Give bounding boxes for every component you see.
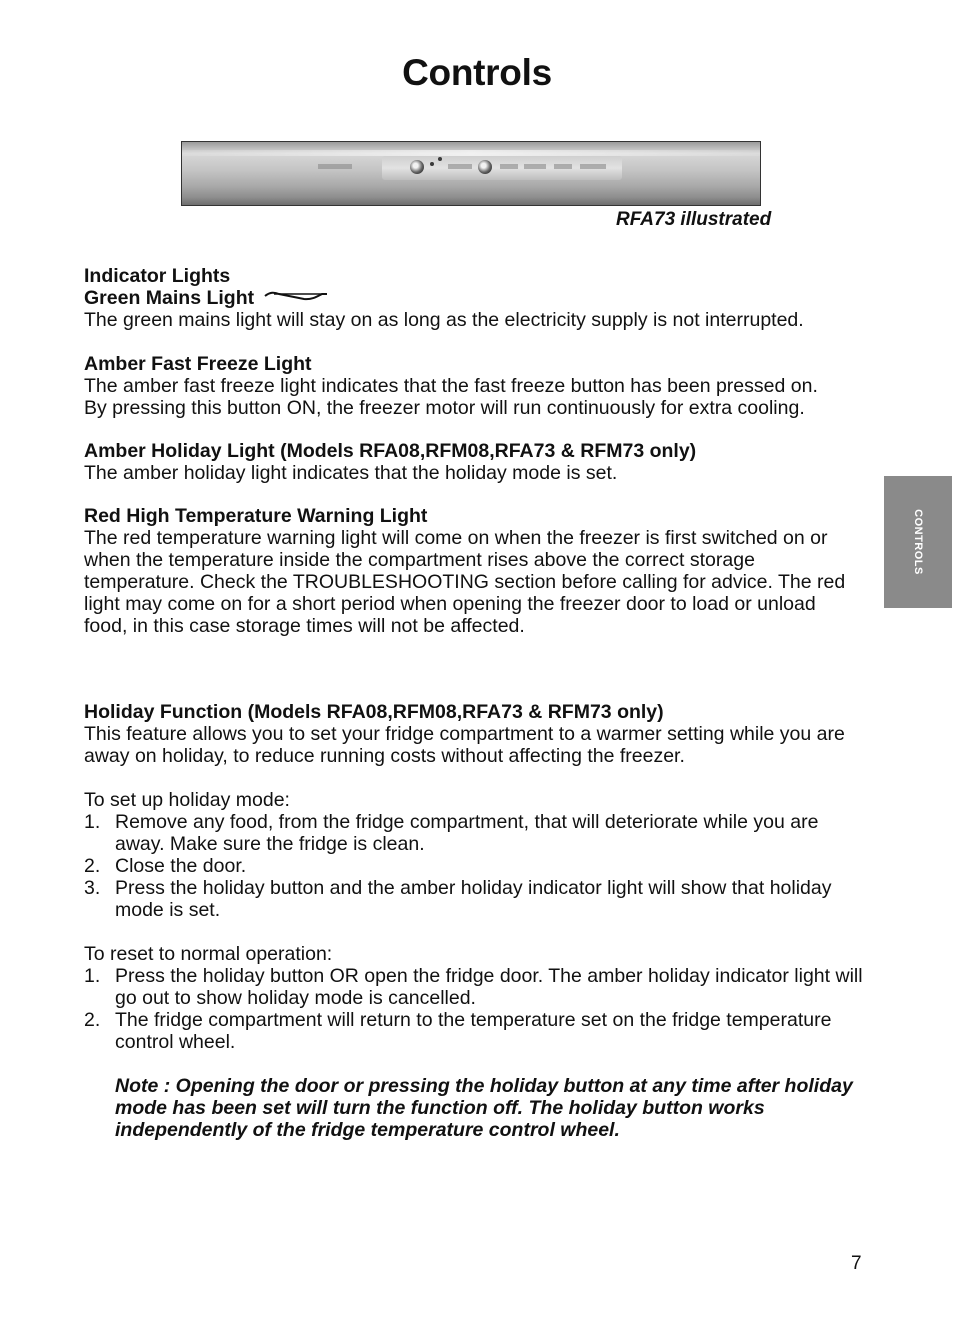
setup-label: To set up holiday mode: — [84, 789, 290, 811]
red-warning-section — [84, 505, 859, 637]
control-panel-image — [181, 141, 761, 206]
image-caption: RFA73 illustrated — [616, 209, 772, 230]
amber-fast-freeze-text-1: The amber fast freeze light indicates that the fast freeze button has been pressed on. — [84, 375, 818, 397]
list-item — [84, 855, 866, 877]
mains-wave-icon — [264, 285, 328, 307]
list-number: 3. — [84, 877, 101, 899]
amber-fast-freeze-text-2: By pressing this button ON, the freezer motor will run continuously for extra cooling. — [84, 397, 805, 419]
list-text: The fridge compartment will return to the temperature set on the fridge temperature control wheel. — [115, 1009, 832, 1053]
list-number: 1. — [84, 811, 101, 833]
panel-dial-icon — [478, 160, 492, 174]
setup-steps-list — [84, 811, 866, 921]
list-text: Press the holiday button and the amber holiday indicator light will show that holiday mode is set. — [115, 877, 832, 921]
panel-led-icon — [430, 162, 434, 166]
green-mains-label: Green Mains Light — [84, 287, 255, 309]
section-side-tab — [884, 476, 952, 608]
holiday-function-intro: This feature allows you to set your fridge compartment to a warmer setting while you are away on holiday, to reduce running costs without affecting the freezer. — [84, 723, 845, 767]
list-text: Close the door. — [115, 855, 247, 877]
amber-holiday-heading: Amber Holiday Light (Models RFA08,RFM08,RFA73 & RFM73 only) — [84, 440, 697, 462]
reset-steps-list — [84, 965, 866, 1053]
list-text: Press the holiday button OR open the fridge door. The amber holiday indicator light will go out to show holiday mode is cancelled. — [115, 965, 863, 1009]
holiday-function-section — [84, 701, 866, 1141]
panel-led-icon — [438, 157, 442, 161]
amber-fast-freeze-section — [84, 353, 874, 419]
amber-holiday-section — [84, 440, 874, 484]
red-warning-heading: Red High Temperature Warning Light — [84, 505, 428, 527]
list-number: 2. — [84, 855, 101, 877]
holiday-function-heading: Holiday Function (Models RFA08,RFM08,RFA73 & RFM73 only) — [84, 701, 664, 723]
panel-label-mark — [554, 164, 572, 169]
amber-fast-freeze-heading: Amber Fast Freeze Light — [84, 353, 312, 375]
panel-label-mark — [318, 164, 352, 169]
list-item — [84, 965, 866, 1009]
list-number: 2. — [84, 1009, 101, 1031]
red-warning-text: The red temperature warning light will come on when the freezer is first switched on or when the temperature inside the compartment rises above the correct storage temperature. Check the TROUBLESHOOTING section before calling for advice. The red light may come on for a short period when opening the freezer door to load or unload food, in this case storage times will not be affected. — [84, 527, 846, 637]
page-title: Controls — [402, 52, 552, 93]
list-item — [84, 811, 866, 855]
amber-holiday-text: The amber holiday light indicates that the holiday mode is set. — [84, 462, 618, 484]
panel-label-mark — [448, 164, 472, 169]
holiday-note: Note : Opening the door or pressing the holiday button at any time after holiday mode has been set will turn the function off. The holiday button works independently of the fridge temperature control wheel. — [115, 1075, 853, 1141]
list-item — [84, 877, 866, 921]
page-number: 7 — [851, 1253, 862, 1274]
green-mains-heading — [84, 287, 874, 309]
side-tab-label: CONTROLS — [912, 509, 924, 575]
green-mains-text: The green mains light will stay on as long as the electricity supply is not interrupted. — [84, 309, 804, 331]
reset-label: To reset to normal operation: — [84, 943, 333, 965]
panel-label-mark — [500, 164, 518, 169]
list-item — [84, 1009, 866, 1053]
panel-label-mark — [580, 164, 606, 169]
list-number: 1. — [84, 965, 101, 987]
section-heading: Indicator Lights — [84, 265, 231, 287]
indicator-lights-section — [84, 265, 874, 331]
list-text: Remove any food, from the fridge compartment, that will deteriorate while you are away. Make sure the fridge is clean. — [115, 811, 819, 855]
panel-label-mark — [524, 164, 546, 169]
panel-dial-icon — [410, 160, 424, 174]
